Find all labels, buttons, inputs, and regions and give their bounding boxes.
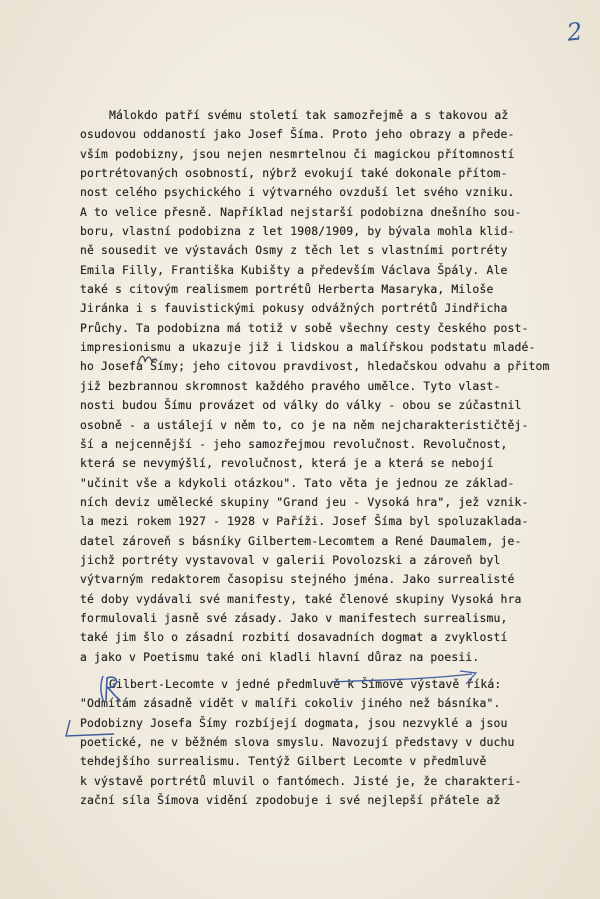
text-line: A to velice přesně. Například nejstarší podobizna dnešního sou- xyxy=(80,204,522,219)
text-line: ší a nejcennější - jeho samozřejmou revolučnost. Revolučnost, xyxy=(80,436,508,451)
text-line: a jako v Poetismu také oni kladli hlavní důraz na poesii. xyxy=(80,649,480,664)
text-line: výtvarným redaktorem časopisu stejného jména. Jako surrealisté xyxy=(80,572,515,587)
text-line: té doby vydávali své manifesty, také členové skupiny Vysoká hra xyxy=(80,591,522,606)
text-line: Gilbert-Lecomte v jedné předmluvě k Šímově výstavě říká: xyxy=(109,676,502,691)
text-line: boru, vlastní podobizna z let 1908/1909, by bývala mohla klid- xyxy=(80,224,515,239)
text-line: osudovou oddaností jako Josef Šíma. Proto jeho obrazy a přede- xyxy=(80,127,515,142)
text-line: tehdejšího surrealismu. Tentýž Gilbert Lecomte v předmluvě xyxy=(80,754,487,769)
text-line: ně sousedit ve výstavách Osmy z těch let s vlastními portréty xyxy=(80,243,508,258)
text-line: formulovali jasně své zásady. Jako v manifestech surrealismu, xyxy=(80,610,508,625)
text-line: portrétovaných osobností, nýbrž evokují také dokonale přítom- xyxy=(80,166,508,181)
text-line: již bezbrannou skromnost každého pravého umělce. Tyto vlast- xyxy=(80,378,501,393)
text-line: ho Josefa Šímy; jeho citovou pravdivost, hledačskou odvahu a přitom xyxy=(80,359,550,374)
text-line: Průchy. Ta podobizna má totiž v sobě všechny cesty českého post- xyxy=(80,320,529,335)
text-line: impresionismu a ukazuje již i lidskou a malířskou podstatu mladé- xyxy=(80,340,536,355)
text-line: osobně - a ustálejí v něm to, co je na něm nejcharakterističtěj- xyxy=(80,417,529,432)
text-line: vším podobizny, jsou nejen nesmrtelnou či magickou přítomností xyxy=(80,146,515,161)
paragraph-gap xyxy=(80,667,570,675)
text-line: zační síla Šímova vidění zpodobuje i své nejlepší přátele až xyxy=(80,793,501,808)
text-line: nost celého psychického i výtvarného ovzduší let svého vzniku. xyxy=(80,185,515,200)
text-line: la mezi rokem 1927 - 1928 v Paříži. Josef Šíma byl spoluzaklada- xyxy=(80,514,529,529)
text-line: datel zároveň s básníky Gilbertem-Lecomtem a René Daumalem, je- xyxy=(80,533,522,548)
body-text xyxy=(80,106,570,810)
text-line: také s citovým realismem portrétů Herberta Masaryka, Miloše xyxy=(80,282,494,297)
text-line: ních deviz umělecké skupiny "Grand jeu - Vysoká hra", jež vznik- xyxy=(80,494,529,509)
text-line: Jiránka i s fauvistickými pokusy odvážných portrétů Jindřicha xyxy=(80,301,508,316)
text-line: Málokdo patří svému století tak samozřejmě a s takovou až xyxy=(109,108,509,122)
text-line: která se nevymýšlí, revolučnost, která je a která se nebojí xyxy=(80,456,494,471)
text-line: také jim šlo o zásadní rozbití dosavadních dogmat a zvyklostí xyxy=(80,630,508,645)
text-line: k výstavě portrétů mluvil o fantómech. Jisté je, že charakteri- xyxy=(80,773,522,788)
text-line: "Odmítám zásadně vidět v malíři cokoliv jiného než básníka". xyxy=(80,696,501,711)
page-number: 2 xyxy=(565,17,584,47)
text-line: "učinit vše a kdykoli otázkou". Tato věta je jednou ze základ- xyxy=(80,475,515,490)
text-line: jichž portréty vystavoval v galerii Povolozski a zároveň byl xyxy=(80,552,501,567)
text-line: Emila Filly, Františka Kubišty a především Václava Špály. Ale xyxy=(80,262,508,277)
text-line: Podobizny Josefa Šímy rozbíjejí dogmata, jsou nezvyklé a jsou xyxy=(80,715,508,730)
text-line: nosti budou Šímu provázet od války do války - obou se zúčastnil xyxy=(80,398,522,413)
text-line: poetické, ne v běžném slova smyslu. Navozují představy v duchu xyxy=(80,735,515,749)
